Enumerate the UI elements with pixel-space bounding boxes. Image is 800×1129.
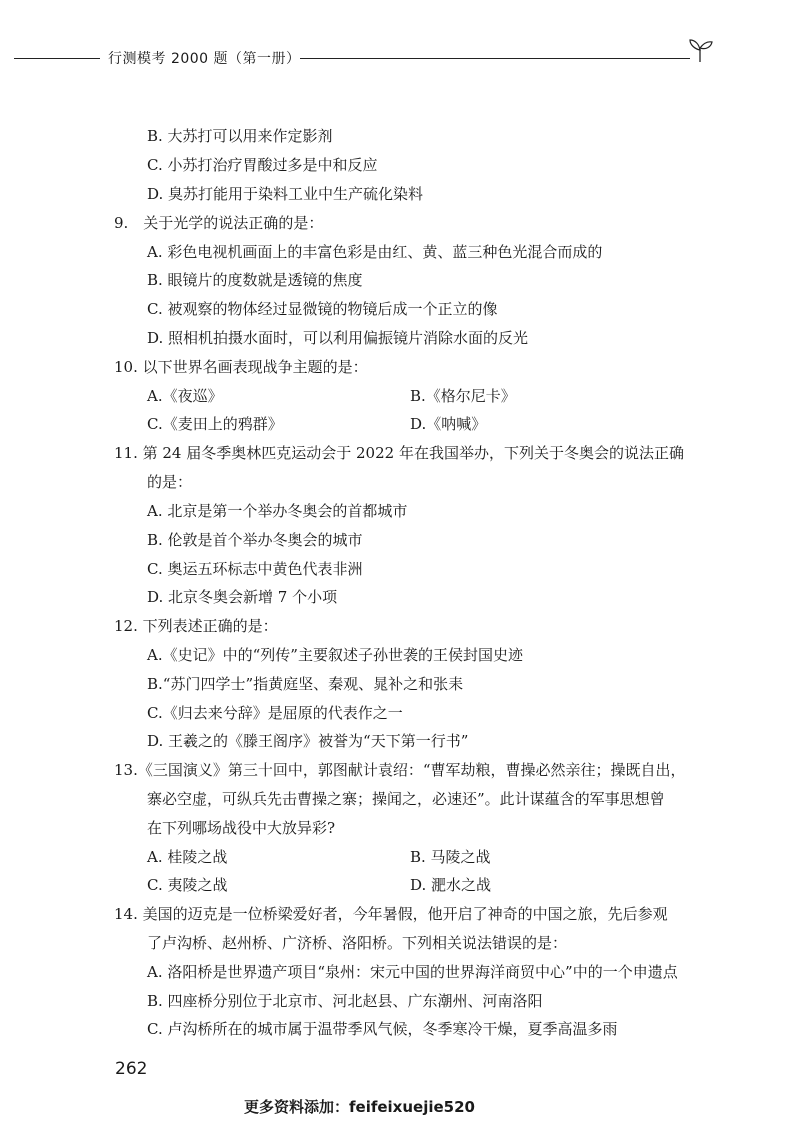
q9-option-b: B. 眼镜片的度数就是透镜的焦度	[147, 271, 363, 289]
q9-option-c: C. 被观察的物体经过显微镜的物镜后成一个正立的像	[147, 300, 498, 318]
sprout-icon	[686, 36, 714, 64]
q11-option-d: D. 北京冬奥会新增 7 个小项	[147, 588, 338, 606]
q13-stem-line3: 在下列哪场战役中大放异彩?	[147, 819, 336, 837]
q14-option-b: B. 四座桥分别位于北京市、河北赵县、广东潮州、河南洛阳	[147, 992, 543, 1010]
q13-option-c: C. 夷陵之战	[147, 876, 228, 894]
q14-stem-line1: 14. 美国的迈克是一位桥梁爱好者，今年暑假，他开启了神奇的中国之旅，先后参观	[114, 905, 668, 923]
q12-option-a: A.《史记》中的“列传”主要叙述子孙世袭的王侯封国史迹	[147, 646, 523, 664]
header-rule-right	[300, 58, 690, 59]
q13-option-d: D. 淝水之战	[410, 876, 492, 894]
q12-stem: 12. 下列表述正确的是：	[114, 617, 278, 635]
q11-option-b: B. 伦敦是首个举办冬奥会的城市	[147, 531, 363, 549]
running-header	[0, 44, 800, 74]
q12-option-b: B.“苏门四学士”指黄庭坚、秦观、晁补之和张耒	[147, 675, 464, 693]
q8-option-d: D. 臭苏打能用于染料工业中生产硫化染料	[147, 185, 424, 203]
q11-option-a: A. 北京是第一个举办冬奥会的首都城市	[147, 502, 408, 520]
q10-option-a: A.《夜巡》	[147, 387, 223, 405]
q12-option-c: C.《归去来兮辞》是屈原的代表作之一	[147, 704, 403, 722]
q10-option-c: C.《麦田上的鸦群》	[147, 415, 283, 433]
footer-note: 更多资料添加：feifeixuejie520	[244, 1098, 475, 1116]
q11-stem-line1: 11. 第 24 届冬季奥林匹克运动会于 2022 年在我国举办，下列关于冬奥会的说法正确	[114, 444, 684, 462]
q13-stem-line1: 13.《三国演义》第三十回中，郭图献计袁绍：“曹军劫粮，曹操必然亲往；操既自出，	[114, 761, 686, 779]
q13-option-b: B. 马陵之战	[410, 848, 491, 866]
q14-option-c: C. 卢沟桥所在的城市属于温带季风气候，冬季寒冷干燥，夏季高温多雨	[147, 1020, 618, 1038]
header-title: 行测模考 2000 题（第一册）	[108, 51, 301, 67]
q14-stem-line2: 了卢沟桥、赵州桥、广济桥、洛阳桥。下列相关说法错误的是：	[147, 934, 568, 952]
q12-option-d: D. 王羲之的《滕王阁序》被誉为“天下第一行书”	[147, 732, 469, 750]
q10-option-b: B.《格尔尼卡》	[410, 387, 516, 405]
q9-option-d: D. 照相机拍摄水面时，可以利用偏振镜片消除水面的反光	[147, 329, 529, 347]
header-rule-left	[14, 58, 100, 59]
q9-option-a: A. 彩色电视机画面上的丰富色彩是由红、黄、蓝三种色光混合而成的	[147, 243, 603, 261]
q10-option-d: D.《呐喊》	[410, 415, 487, 433]
q9-stem: 9. 关于光学的说法正确的是：	[114, 214, 324, 232]
q11-option-c: C. 奥运五环标志中黄色代表非洲	[147, 560, 363, 578]
q10-stem: 10. 以下世界名画表现战争主题的是：	[114, 358, 368, 376]
q8-option-c: C. 小苏打治疗胃酸过多是中和反应	[147, 156, 378, 174]
q13-option-a: A. 桂陵之战	[147, 848, 228, 866]
q14-option-a: A. 洛阳桥是世界遗产项目“泉州：宋元中国的世界海洋商贸中心”中的一个申遗点	[147, 963, 678, 981]
q11-stem-line2: 的是：	[147, 473, 193, 491]
page-number: 262	[115, 1059, 148, 1079]
q13-stem-line2: 寨必空虚，可纵兵先击曹操之寨；操闻之，必速还”。此计谋蕴含的军事思想曾	[147, 790, 665, 808]
q8-option-b: B. 大苏打可以用来作定影剂	[147, 127, 333, 145]
